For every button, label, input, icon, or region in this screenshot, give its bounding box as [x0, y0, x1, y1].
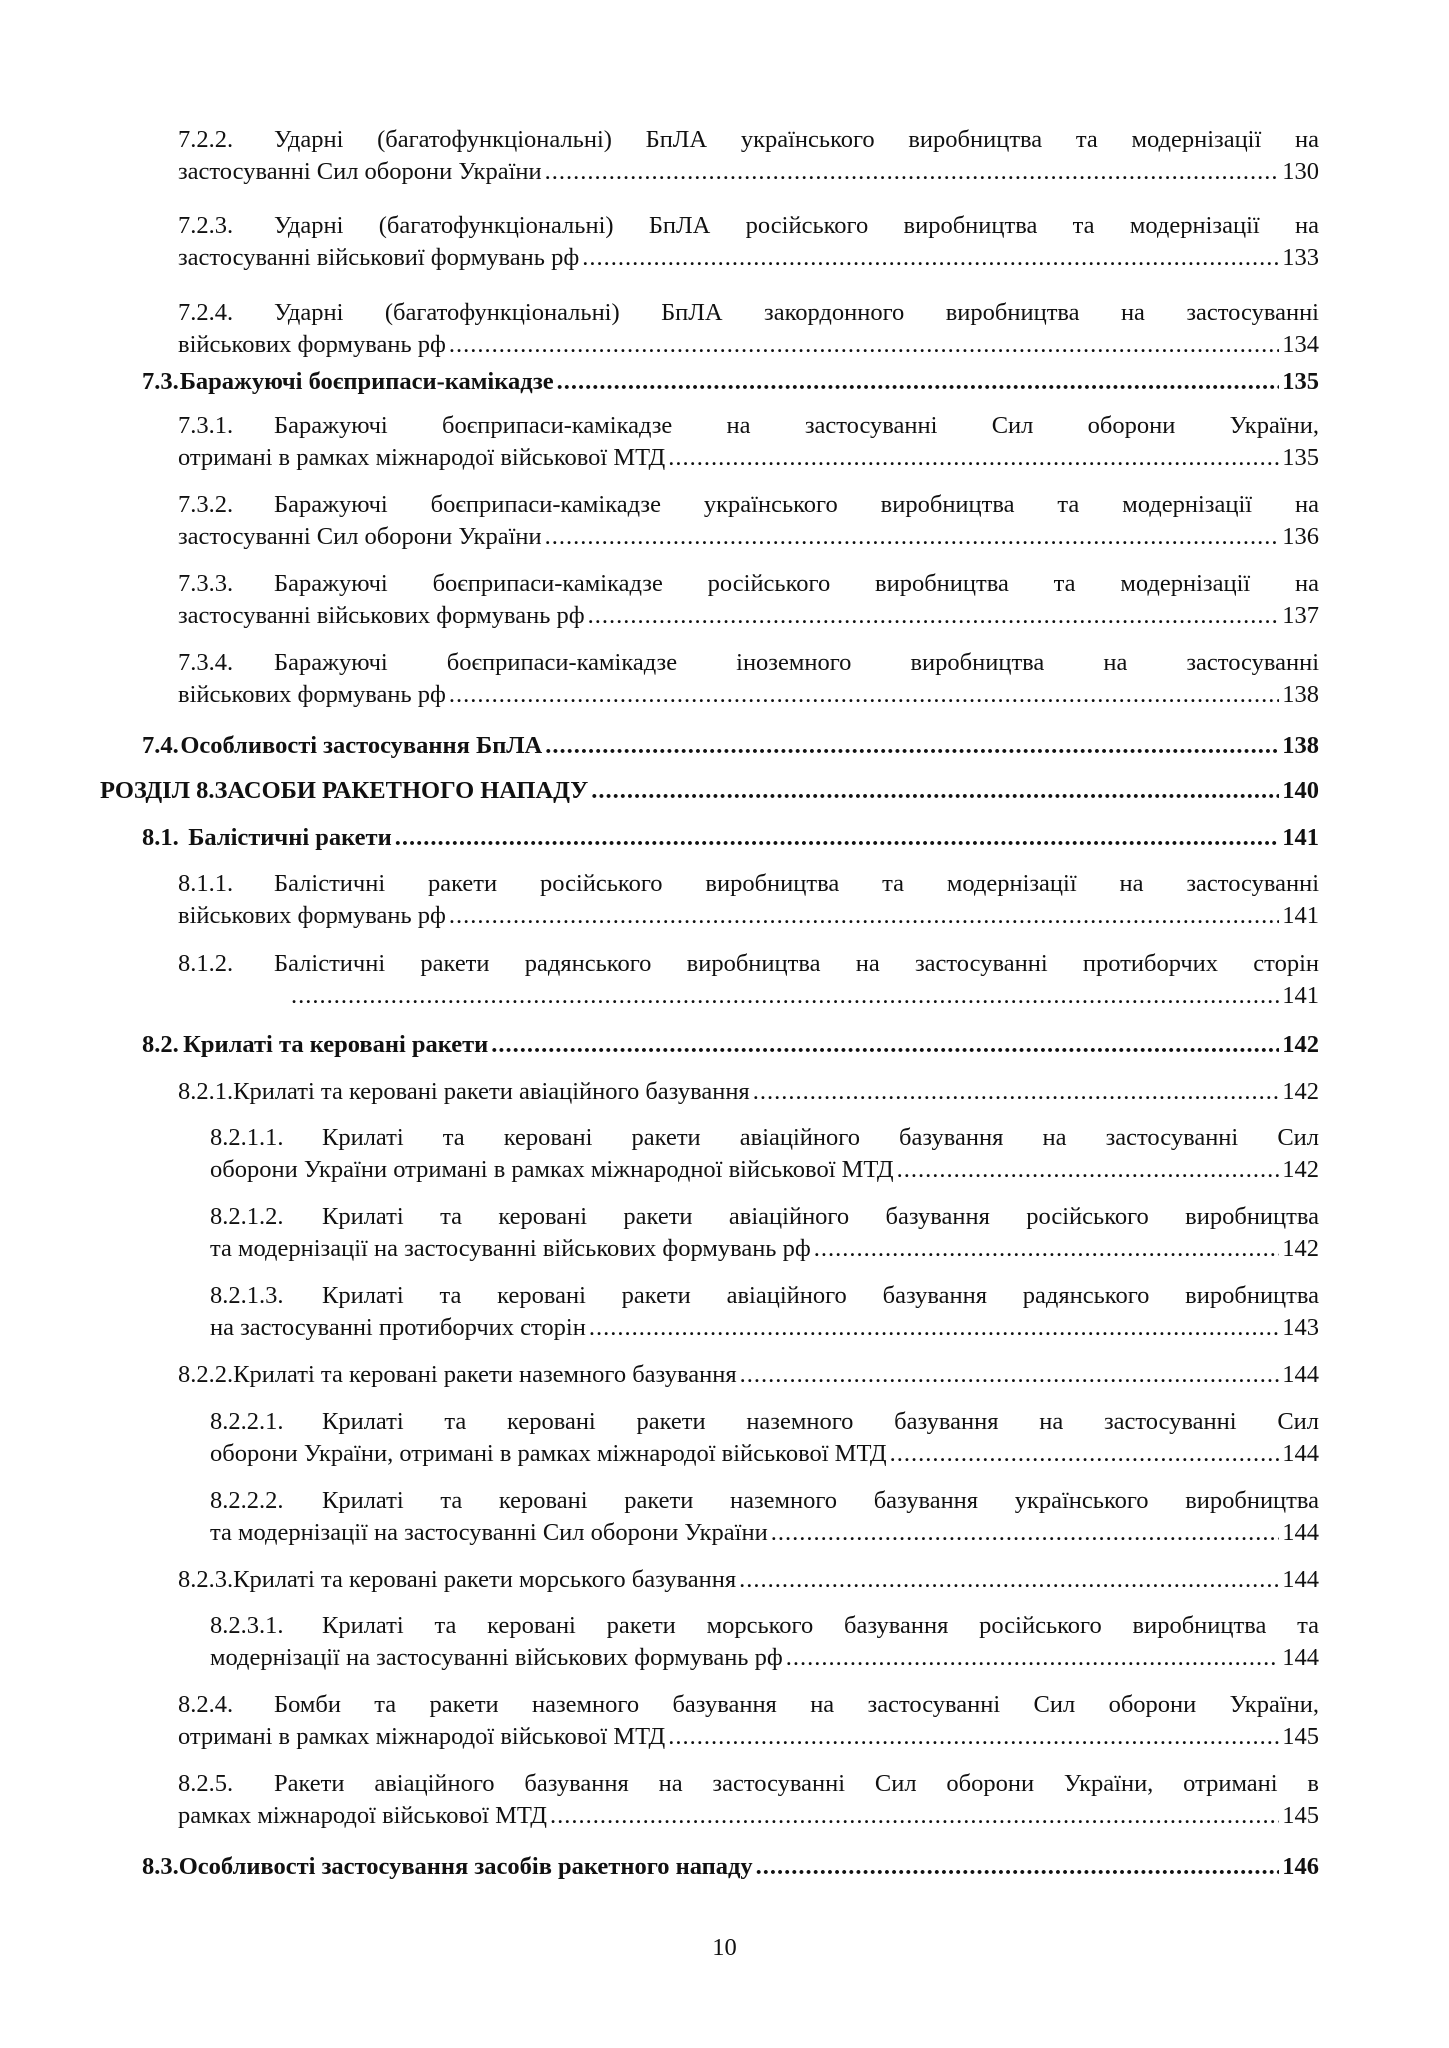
toc-heading [142, 1851, 1319, 1883]
dot-leader [890, 1438, 1280, 1470]
dot-leader [588, 600, 1280, 632]
dot-leader [449, 900, 1279, 932]
page-ref: 135 [1282, 368, 1319, 395]
toc-entry [210, 1610, 1319, 1674]
page-ref: 142 [1282, 1078, 1319, 1105]
entry-number: 7.3. [142, 368, 179, 395]
toc-entry [178, 410, 1319, 474]
entry-title-line1: Баражуючі боєприпаси-камікадзе на застосуванні Сил оборони України, [274, 412, 1319, 439]
toc-entry [210, 1280, 1319, 1344]
page-ref: 135 [1282, 444, 1319, 471]
dot-leader [668, 1721, 1279, 1753]
dot-leader [557, 366, 1280, 398]
toc-entry [178, 1359, 1319, 1391]
page-ref: 138 [1282, 732, 1319, 759]
entry-number: 8.2.2.2. [210, 1487, 284, 1514]
entry-number: 8.2.1.1. [210, 1124, 284, 1151]
dot-leader [739, 1564, 1279, 1596]
entry-number: 7.3.3. [178, 570, 234, 597]
toc-entry [178, 1076, 1319, 1108]
dot-leader [582, 242, 1279, 274]
entry-title-line1: Ударні (багатофункціональні) БпЛА українського виробництва та модернізації на [274, 126, 1319, 153]
dot-leader [550, 1800, 1279, 1832]
dot-leader [449, 679, 1279, 711]
page-ref: 142 [1282, 1156, 1319, 1183]
page-ref: 138 [1282, 681, 1319, 708]
dot-leader [491, 1029, 1279, 1061]
dot-leader [668, 442, 1279, 474]
entry-title-line2: військових формувань рф [178, 331, 446, 358]
entry-title: Особливості застосування засобів ракетного нападу [178, 1853, 753, 1880]
toc-entry [178, 210, 1319, 274]
page-ref: 130 [1282, 158, 1319, 185]
toc-entry [210, 1122, 1319, 1186]
dot-leader [786, 1642, 1280, 1674]
entry-title: Особливості застосування БпЛА [180, 732, 543, 759]
dot-leader [589, 1312, 1279, 1344]
dot-leader [740, 1359, 1280, 1391]
toc-entry [210, 1201, 1319, 1265]
dot-leader [545, 156, 1280, 188]
toc-heading [142, 1029, 1319, 1061]
dot-leader [756, 1851, 1280, 1883]
entry-number: 8.2.4. [178, 1691, 234, 1718]
page-ref: 144 [1282, 1361, 1319, 1388]
entry-number: 8.2.2.1. [210, 1408, 284, 1435]
entry-title-line1: Баражуючі боєприпаси-камікадзе російського виробництва та модернізації на [274, 570, 1319, 597]
entry-number: 8.3. [142, 1853, 179, 1880]
toc-heading [142, 730, 1319, 762]
entry-title-line1: Бомби та ракети наземного базування на застосуванні Сил оборони України, [274, 1691, 1319, 1718]
entry-title-line1: Крилаті та керовані ракети авіаційного базування російського виробництва [322, 1203, 1319, 1230]
entry-title-line1: Баражуючі боєприпаси-камікадзе українського виробництва та модернізації на [274, 491, 1319, 518]
entry-number: 8.2.1.2. [210, 1203, 284, 1230]
entry-title-line1: Ударні (багатофункціональні) БпЛА закордонного виробництва на застосуванні [274, 299, 1319, 326]
entry-title-line2: отримані в рамках міжнародої військової МТД [178, 444, 666, 471]
page-number: 10 [712, 1934, 737, 1961]
toc-heading [142, 366, 1319, 398]
page-ref: 141 [1282, 902, 1319, 929]
entry-number: 8.2.5. [178, 1770, 234, 1797]
entry-title-line2: модернізації на застосуванні військових формувань рф [210, 1644, 783, 1671]
entry-title-line1: Крилаті та керовані ракети авіаційного базування радянського виробництва [322, 1282, 1319, 1309]
entry-title-line2: застосуванні Сил оборони України [178, 158, 542, 185]
entry-number: 8.2.1.3. [210, 1282, 284, 1309]
entry-number: 8.2.1. [178, 1078, 234, 1105]
page-ref: 142 [1282, 1031, 1319, 1058]
toc-entry [178, 1689, 1319, 1753]
chapter-title: ЗАСОБИ РАКЕТНОГО НАПАДУ [214, 777, 589, 804]
toc-entry [178, 948, 1319, 1012]
page-ref: 146 [1282, 1853, 1319, 1880]
entry-title-line1: Крилаті та керовані ракети наземного базування на застосуванні Сил [322, 1408, 1319, 1435]
toc-entry [178, 868, 1319, 932]
page-ref: 141 [1282, 982, 1319, 1009]
entry-number: 8.1.2. [178, 950, 234, 977]
toc-entry [210, 1406, 1319, 1470]
entry-title: Крилаті та керовані ракети наземного базування [233, 1361, 737, 1388]
toc-entry [178, 124, 1319, 188]
toc-entry [178, 489, 1319, 553]
page-ref: 143 [1282, 1314, 1319, 1341]
dot-leader [291, 980, 1279, 1012]
dot-leader [395, 822, 1280, 854]
dot-leader [591, 775, 1279, 807]
entry-title-line1: Крилаті та керовані ракети авіаційного базування на застосуванні Сил [322, 1124, 1319, 1151]
page-ref: 145 [1282, 1802, 1319, 1829]
entry-number: 7.3.2. [178, 491, 234, 518]
entry-title-line2: отримані в рамках міжнародої військової МТД [178, 1723, 666, 1750]
entry-title-line1: Балістичні ракети російського виробництва та модернізації на застосуванні [274, 870, 1319, 897]
dot-leader [771, 1517, 1280, 1549]
entry-title-line2: військових формувань рф [178, 902, 446, 929]
entry-title: Балістичні ракети [188, 824, 392, 851]
page-ref: 141 [1282, 824, 1319, 851]
entry-title-line1: Крилаті та керовані ракети наземного базування українського виробництва [322, 1487, 1319, 1514]
entry-number: 7.2.2. [178, 126, 234, 153]
entry-number: 7.3.1. [178, 412, 234, 439]
entry-title-line2: та модернізації на застосуванні Сил оборони України [210, 1519, 768, 1546]
entry-title-line1: Ракети авіаційного базування на застосуванні Сил оборони України, отримані в [274, 1770, 1319, 1797]
toc-entry [178, 297, 1319, 361]
dot-leader [545, 521, 1280, 553]
page-ref: 137 [1282, 602, 1319, 629]
entry-number: 8.1.1. [178, 870, 234, 897]
page-ref: 133 [1282, 244, 1319, 271]
toc-entry [210, 1485, 1319, 1549]
entry-number: 8.2. [142, 1031, 179, 1058]
dot-leader [753, 1076, 1280, 1108]
entry-title-line2: застосуванні Сил оборони України [178, 523, 542, 550]
dot-leader [545, 730, 1279, 762]
entry-title-line2: застосуванні військових формувань рф [178, 602, 585, 629]
entry-number: 8.2.3.1. [210, 1612, 284, 1639]
entry-number: 7.2.3. [178, 212, 234, 239]
entry-title-line1: Крилаті та керовані ракети морського базування російського виробництва та [322, 1612, 1319, 1639]
toc-heading [142, 822, 1319, 854]
entry-number: 7.3.4. [178, 649, 234, 676]
entry-number: 7.4. [142, 732, 179, 759]
entry-title-line2: на застосуванні протиборчих сторін [210, 1314, 586, 1341]
entry-title-line2: оборони України, отримані в рамках міжнародої військової МТД [210, 1440, 887, 1467]
page-ref: 144 [1282, 1440, 1319, 1467]
toc-entry [178, 1564, 1319, 1596]
entry-title-line1: Ударні (багатофункціональні) БпЛА російського виробництва та модернізації на [274, 212, 1319, 239]
entry-title: Баражуючі боєприпаси-камікадзе [179, 368, 554, 395]
entry-title-line2: та модернізації на застосуванні військових формувань рф [210, 1235, 811, 1262]
entry-title-line2: військових формувань рф [178, 681, 446, 708]
page-ref: 144 [1282, 1644, 1319, 1671]
entry-title-line2: оборони України отримані в рамках міжнародної військової МТД [210, 1156, 894, 1183]
entry-title-line2: рамках міжнародої військової МТД [178, 1802, 548, 1829]
dot-leader [897, 1154, 1280, 1186]
page-ref: 144 [1282, 1566, 1319, 1593]
entry-number: 8.1. [142, 824, 179, 851]
entry-title-line1: Балістичні ракети радянського виробництва на застосуванні протиборчих сторін [274, 950, 1319, 977]
toc-entry [178, 568, 1319, 632]
page-ref: 140 [1282, 777, 1319, 804]
entry-title-line1: Баражуючі боєприпаси-камікадзе іноземного виробництва на застосуванні [274, 649, 1319, 676]
dot-leader [814, 1233, 1280, 1265]
entry-title-line2: застосуванні військовиї формувань рф [178, 244, 580, 271]
entry-number: 8.2.2. [178, 1361, 234, 1388]
toc-entry [178, 1768, 1319, 1832]
page-ref: 144 [1282, 1519, 1319, 1546]
entry-title: Крилаті та керовані ракети авіаційного базування [233, 1078, 750, 1105]
entry-title: Крилаті та керовані ракети [183, 1031, 489, 1058]
page-ref: 145 [1282, 1723, 1319, 1750]
page-ref: 142 [1282, 1235, 1319, 1262]
entry-number: 8.2.3. [178, 1566, 234, 1593]
chapter-number: РОЗДІЛ 8. [100, 777, 215, 804]
page-ref: 134 [1282, 331, 1319, 358]
entry-title: Крилаті та керовані ракети морського базування [233, 1566, 737, 1593]
toc-entry [178, 647, 1319, 711]
toc-chapter [100, 775, 1319, 807]
page-ref: 136 [1282, 523, 1319, 550]
dot-leader [449, 329, 1279, 361]
entry-number: 7.2.4. [178, 299, 234, 326]
